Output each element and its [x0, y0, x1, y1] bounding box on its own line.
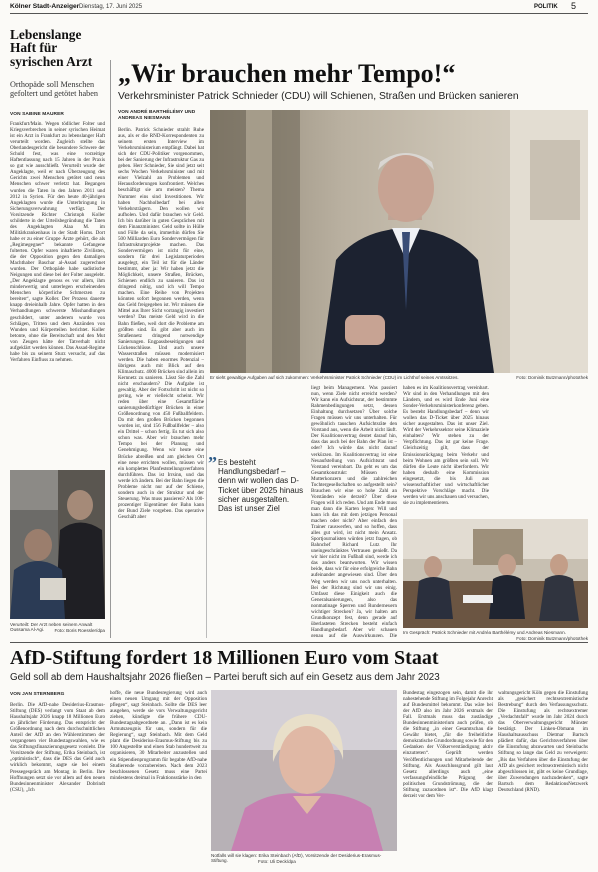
- minister-photo-credit: Foto: Dominik Butzmann/photothek: [516, 375, 588, 380]
- masthead-date: Dienstag, 17. Juni 2025: [79, 3, 143, 10]
- lead-divider: [206, 385, 207, 638]
- afd-column-4: waltungsgericht Köln gegen die Einstufung als „gesichert rechtsextremistische Bestrebung“ durch den Verfassungsschutz. Die Einstufung als rechtsextremer „Verdachtsfall“ wurde im Jahr 2024 durch das Oberverwaltungsgericht Münster bestätigt. Der Linken-Obmann im Haushaltsausschuss Dietmar Bartsch plädiert dafür, das Gerichtsverfahren über die Einstufung abzuwarten und Steinbachs Stiftung so lange das Geld zu verweigern: „Bis das Verfahren über die Einstufung der AfD als gesichert rechtsextremistisch nicht abgeschlossen ist, gibt es keine Grundlage, über Zuwendungen nachzudenken“, sagte Bartsch dem RedaktionsNetzwerk Deutschland (RND).: [498, 690, 588, 793]
- pull-quote: Es besteht Handlungsbedarf – denn wir wollen das D-Ticket über 2025 hinaus sicher ausgestalten. Das ist unser Ziel: [218, 458, 304, 514]
- masthead-paper: Kölner Stadt-Anzeiger: [10, 3, 80, 10]
- side-subtitle: Orthopäde soll Menschen gefoltert und getötet haben: [10, 80, 98, 99]
- section-rule: [10, 642, 588, 643]
- lead-column-3: liegt beim Management. Was passiert nun, wenn Ziele nicht erreicht werden? Wir kann ein Aufsichtsrat, der bestimmte Rahmenbedingungen setzt, dessen Einhaltung durchsetzen? Über solche Fragen müssen wir uns unterhalten. Für gewöhnlich tauschen Aufsichtsräte den Vorstand aus, wenn die Arbeit nicht läuft. Der Koalitionsvertrag deutet darauf hin, dass das auch bei der Bahn der Plan ist – oder? Ich würde das nicht darauf verkürzen. Im Koalitionsvertrag ist eine Neuaufstellung von Aufsichtsrat und Vorstand vereinbart. Da geht es um das Gesamtkonstrukt: Müssen der Mutterkonzern und die zahlreichen Tochtergesellschaften so aufgestellt sein? Brauchen wir eine so hohe Zahl an Vorständen wie derzeit? Über diese Fragen will ich reden. Und am Ende muss man dann die Karten legen: Will und kann ich das mit dem jetzigen Personal machen oder nicht? Aber einfach den Trainer rauswerfen, und so hoffen, dass alles gut wird, ist nicht mein Ansatz. Sportjournalisten würden jetzt fragen, ob Bahnchef Richard Lutz Ihr uneingeschränktes Vertrauen genießt. Da wir hier nicht im Fußball sind, werde ich das anders beantworten. Wir wissen beide, dass wir für eine erfolgreiche Bahn aufeinander angewiesen sind. Über den Weg werden wir uns noch unterhalten. Bei der Richtung sind wir uns einig. Umfasst diese Einigkeit auch die Generalsanierungen, also das nonmatinage Sperren und Runderneuern wichtiger Strecken? Ja, wir halten am Grundkonzept fest, denn gerade auf überlasteten Strecken besteht einfach Handlungsbedarf. Aber wir schauen genau auf die Auswirkungen. Die: [311, 385, 397, 637]
- lead-column-4: haben es im Koalitionsvertrag vereinbart. Wir sind in den Verhandlungen mit den Ländern, und es wird Ende Juni eine Sonder-Verkehrsministerkonferenz geben. Es besteht Handlungsbedarf – denn wir wollen das D-Ticket über 2025 hinaus sicher ausgestalten. Das ist unser Ziel. Wird der Verkehrssektor seine Klimaziele einhalten? Wir stehen zu der Verpflichtung. Das ist gar keine Frage. Gleichzeitig gilt, dass der Emissionsrückgang beim Verkehr und beim Wohnen am größten sein soll. Wir dürfen die Leute nicht überfordern. Wir haben deshalb eine Kommission eingesetzt, die bis Juli aus wissenschaftlicher und wirtschaftlicher Perspektive Vorschläge macht. Die werden wir uns anschauen und versuchen, sie zu implementieren.: [403, 385, 489, 506]
- afd-column-2: hoffe, die neue Bundesregierung wird auch einen neuen Umgang mit der Opposition pflegen“, sagt Steinbach. Sollte die DES leer ausgehen, werde sie vors Verwaltungsgericht ziehen, kündigte die frühere CDU-Bundestagsabgeordnete an. „Dann ist es kein Armutszeugnis für uns, sondern für die Regierung“, sagt Steinbach. Mit dem Geld plant die Desiderius-Erasmus-Stiftung bis zu 100 Angestellte und einen Stab hundertweit zu organisieren, 30 Mitarbeiter anzustellen und ein Stipendienprogramm für begabte AfD-nahe Studierende vorzubereiten. Nach dem 2023 beschlossenen Gesetz muss eine Partei mindestens dreimal in Fraktionsstärke in den: [110, 690, 207, 781]
- lead-column-1: Berlin. Patrick Schnieder strahlt Ruhe aus, als er die RND-Korrespondenten zu seinem ersten Interview im Verkehrsministerium empfängt. Dabei hat sich der CDU-Politiker vorgenommen, bei der Sanierung der Infrastruktur Gas zu geben. Herr Schnieder, Sie sind jetzt seit sechs Wochen Verkehrsminister und mit einer Vielzahl an Problemen und Herausforderungen konfrontiert. Welches beschäftigt sie am meisten? Thema Nummer eins sind Investitionen. Wir haben Nachholbedarf bei allen Verkehrsträgern. Den wollen wir aufholen. Und dafür brauchen wir Geld. Ich bin darüber in guten Gesprächen mit dem Finanzminister. Geld sollte in Hülle und Fülle da sein, immerhin dürfen Sie 500 Milliarden Euro Sondervermögen für Infrastrukturprojekte machen. Das Sondervermögen ist nicht für eine, sondern für drei Legislaturperioden ausgelegt, ein Teil ist für die Länder bestimmt, aber ja: Wir haben jetzt die Möglichkeit, unsere Straßen, Brücken, Schienen endlich zu sanieren. Das ist dringend nötig, und ich will Tempo machen. Eine Reihe von Projekten könnten sofort begonnen werden, wenn das Geld freigegeben ist. Wir müssen die Mittel aus Ihrer Sicht vorrangig investiert werden? Das meiste Geld wird in die Bahn fließen, weil dort die Probleme am größten sind. Es gibt aber auch im Straßennetz dringend notwendige Sanierungen. Engpassbeseitigungen und Lückenschlüsse. Und auch unsere Wasserstraßen müssen modernisiert werden. Die haben enormes Potenzial – übrigens auch mit Blick auf den Klimaschutz. 4000 Brücken sind allein im Kernnetz zu sanieren. Lässt Sie die Zahl nicht erschaudern? Die Aufgabe ist gewaltig. Aber der Fortschritt ist nicht so gering, wie er vielleicht scheint. Wir reden über eine Gesamtfläche sanierungsbedürftiger Brücken in einer Größenordnung von 450 Fußballfeldern. Da mit den großen Brücken begonnen worden ist, sind 156 Fußballfelder – also ein Drittel – schon fertig. Es tut sich also schon was. Aber wir brauchen mehr Tempo bei der Planung und Genehmigung. Wenn wir heute eine Brücke abreißen und am gleichen Ort eine neue errichten wollen, müssen wir ein komplettes Planfeststellungsverfahren durchführen. Das ist Irrsinn, und das werde ich ändern. Bei der Bahn liegen die Probleme nicht nur auf der Schiene, sondern auch in der Struktur und der Steuerung. Was muss passieren? Als 100-prozentiger Eigentümer der Bahn kann der Bund Ziele vorgeben. Das operative Geschäft aber: [118, 127, 204, 520]
- page-number: 5: [571, 1, 577, 11]
- steinbach-photo-credit: Foto: Uli Deck/dpa: [258, 859, 296, 864]
- side-title: Lebenslange Haft für syrischen Arzt: [10, 27, 93, 69]
- interview-photo: [403, 519, 588, 628]
- side-byline: VON SABINE MAURER: [10, 112, 64, 117]
- sidebar-divider: [110, 60, 111, 638]
- section-label: POLITIK: [534, 3, 558, 10]
- afd-subtitle: Geld soll ab dem Haushaltsjahr 2026 fließen – Partei beruft sich auf ein Gesetz aus dem Jahr 2023: [10, 672, 440, 683]
- steinbach-photo-caption: Notfalls will sie klagen: Erika Steinbach (AfD), Vorsitzende der Desiderius-Erasmus-Stiftung.: [211, 853, 382, 864]
- side-photo-credit: Foto: Boris Roessler/dpa: [54, 628, 105, 633]
- interview-photo-caption: Im Gespräch: Patrick Schnieder mit Andréa Barthélémy und Andreas Niesmann.: [403, 630, 566, 635]
- steinbach-photo: [211, 690, 397, 851]
- afd-column-3: Bundestag eingezogen sein, damit die ihr nahestehende Stiftung im Folgejahr Anrecht auf Bundesmittel bekommt. Das wäre bei der AfD also im Jahr 2026 erstmals der Fall. Erstmals muss das zuständige Bundesinnenministerium auch prüfen, ob die Stiftung „in einer Gesamtschau die Gewähr bietet, „für die freiheitliche demokratische Grundordnung sowie für den Gedanken der Völkerverständigung aktiv einzutreten“. Geprüft werden Veröffentlichungen und Mitarbeitende der Stiftung. Als Ausschlussgrund gilt laut Gesetz allerdings auch „eine verfassungsfeindliche Prägung der politischen Grundströmung, die der Stiftung zuzuordnen ist“. Die AfD klagt derzeit vor dem Ver-: [403, 690, 493, 799]
- lead-byline: VON ANDRÉ BARTHÉLÉMY UND ANDREAS NIESMANN: [118, 110, 196, 121]
- side-body: Frankfurt/Main. Wegen tödlicher Folter und Kriegsverbrechen in seiner syrischen Heimat ist ein Arzt in Frankfurt zu lebenslanger Haft verurteilt worden. Zugleich stellte das Oberlandesgericht die besondere Schwere der Schuld fest, was eine vorzeitige Haftentlassung nach 15 Jahren in der Praxis so gut wie ausschließt. Verurteilt wurde der Angeklagte, weil er nach Überzeugung des Gerichts zwei Menschen getötet und neun Menschen schwer verletzt hat. Begangen wurden die Taten in den Jahren 2011 und 2012 in Syrien. Für den heute 40-jährigen Angeklagten wurde die Unterbringung in Sicherungsverwahrung verfügt. Der Vorsitzende Richter Christoph Koller schilderte in der Urteilsbegründung die Taten des Angeklagten Alaa M. im Militärkrankenhaus in der Stadt Homs. Dort habe er zu einer Gruppe Ärzte gehört, die als „Regimegegner“ bekannte Gefangene folterten. Opfer waren inhaftierte Zivilisten, die der Opposition gegen den damaligen Machthaber Baschar al-Assad zugerechnet wurden. Der Orthopäde habe sadistische Neigungen und diese bei der Folter ausgelebt. „Der Angeklagte genoss es vor allem, ihm minderwertig und unterlegen erscheinenden Menschen körperliche Schmerzen zu bereiten“, sagte Koller. Der Prozess dauerte knapp dreieinhalb Jahre. Opfer hatten in den Verhandlungen schwerste Misshandlungen geschildert, unter anderem wurde von Schlägen, Tritten und dem Anzünden von Wunden und Körperteilen berichtet. Koller betonte, ohne die Bereitschaft und den Mut von Zeugen hätte der Tatverhalt nicht aufgeklärt werden können. Das Assad-Regime habe bis zu seinem Sturz versucht, auf das Verfahren Einfluss zu nehmen.: [10, 121, 105, 363]
- lead-column-5: [494, 385, 588, 515]
- afd-title: AfD-Stiftung fordert 18 Millionen Euro vom Staat: [10, 647, 439, 669]
- quote-mark-icon: ”: [208, 453, 217, 473]
- minister-photo-caption: Er sieht gewaltige Aufgaben auf sich zukommen: Verkehrsminister Patrick Schnieder (CDU) im Lichthof seines Amtssitzes.: [210, 375, 459, 380]
- afd-column-1: Berlin. Die AfD-nahe Desiderius-Erasmus-Stiftung (DES) verlangt vom Staat ab dem Haushaltsjahr 2026 knapp 18 Millionen Euro an jährlicher Förderung. Das entspricht der Größenordnung nach dem durchschnittlichen Anteil der AfD an den Wählerstimmen der vergangenen vier Bundestagswahlen, wie es das Stiftungsfinanzierungsgesetz vorsieht. Die Vorsitzende der Stiftung, Erika Steinbach, ist „optimistisch“, dass die DES das Geld auch wirklich bekommt, sagte sie bei einem Pressegespräch am Montag in Berlin. Ihre Hoffnungen setzt sie vor allem auf den neuen Bundesinnenminister Alexander Dobrindt (CSU), „Ich: [10, 702, 105, 793]
- header-rule: [10, 13, 588, 14]
- minister-photo: [210, 110, 588, 373]
- side-photo-caption: Verurteilt: Der Arzt neben seinem Anwalt Oussama Al-Agi.: [10, 622, 93, 633]
- lead-subtitle: Verkehrsminister Patrick Schnieder (CDU) will Schienen, Straßen und Brücken sanieren: [118, 91, 519, 102]
- defendant-photo: [10, 470, 105, 619]
- interview-photo-credit: Foto: Dominik Butzmann/photothek: [516, 636, 588, 641]
- afd-byline: VON JAN STERNBERG: [10, 692, 65, 697]
- lead-title: „Wir brauchen mehr Tempo!“: [118, 59, 456, 88]
